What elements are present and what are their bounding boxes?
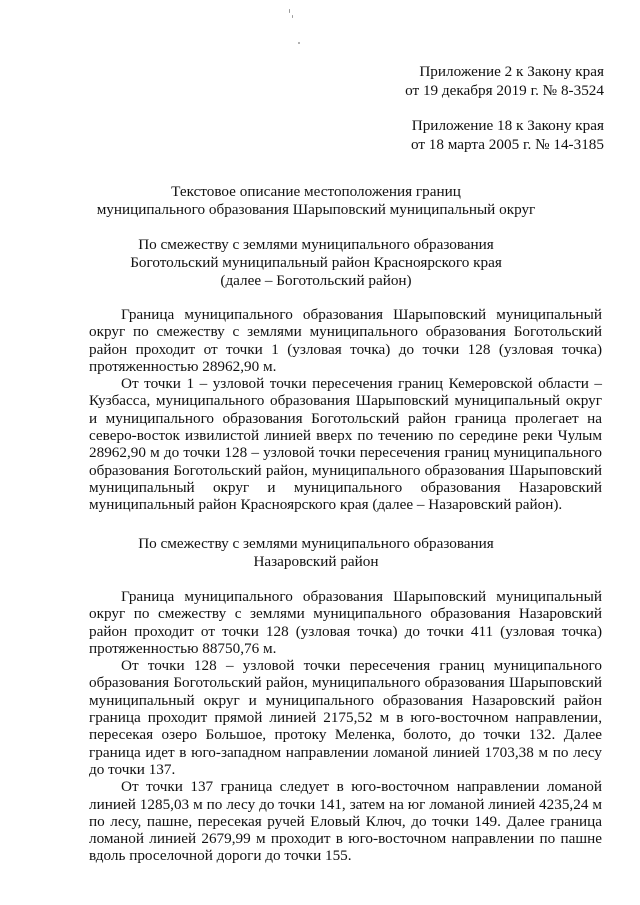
section-1-heading [96,236,536,290]
section-1-heading-line-3: (далее – Боготольский район) [220,272,412,289]
section-1-body [89,306,602,514]
appendix-note-2 [284,116,604,154]
scan-speck [289,9,290,13]
section-2-paragraph-2: От точки 128 – узловой точки пересечения границ муниципального образования Боготольский район, муниципального образования Шарыповский муниципальный округ и муниципального образования Назаровский район граница проходит прямой линией 2175,52 м в юго-восточном направлении, пересекая озеро Большое, протоку Меленка, болото, до точки 132. Далее граница идет в юго-западном направлении ломаной линией 1703,38 м по лесу до точки 137. [89,657,602,778]
section-2-heading-line-2: Назаровский район [253,553,379,570]
section-2-paragraph-1: Граница муниципального образования Шарыповский муниципальный округ по смежеству с землями муниципального образования Назаровский район проходит от точки 128 (узловая точка) до точки 411 (узловая точка) протяженностью 88750,76 м. [89,588,602,657]
document-title-line-1: Текстовое описание местоположения границ [171,183,461,200]
section-1-heading-line-2: Боготольский муниципальный район Красноярского края [130,254,502,271]
section-2-paragraph-3: От точки 137 граница следует в юго-восточном направлении ломаной линией 1285,03 м по лесу до точки 141, затем на юг ломаной линией 4235,24 м по лесу, пашне, пересекая ручей Еловый Ключ, до точки 149. Далее граница ломаной линией 2679,99 м проходит в юго-восточном направлении по пашне вдоль проселочной дороги до точки 155. [89,778,602,865]
scan-speck [298,42,300,44]
section-1-paragraph-1: Граница муниципального образования Шарыповский муниципальный округ по смежеству с землями муниципального образования Боготольский район проходит от точки 1 (узловая точка) до точки 128 (узловая точка) протяженностью 28962,90 м. [89,306,602,375]
appendix-note-2-line-1: Приложение 18 к Закону края [411,117,604,134]
section-1-heading-line-1: По смежеству с землями муниципального образования [138,236,494,253]
section-2-heading [96,535,536,571]
appendix-note-2-line-2: от 18 марта 2005 г. № 14-3185 [410,136,604,153]
scan-speck [292,15,293,18]
section-1-paragraph-2: От точки 1 – узловой точки пересечения границ Кемеровской области – Кузбасса, муниципального образования Шарыповский муниципальный округ и муниципального образования Боготольский район граница пролегает на северо-восток извилистой линией вверх по течению по середине реки Чулым 28962,90 м до точки 128 – узловой точки пересечения границ муниципального образования Боготольский район, муниципального образования Шарыповский муниципальный округ и муниципального образования Назаровский муниципальный район Красноярского края (далее – Назаровский район). [89,375,602,514]
appendix-note-1 [284,62,604,100]
section-2-heading-line-1: По смежеству с землями муниципального образования [138,535,494,552]
section-2-body [89,588,602,865]
appendix-note-1-line-2: от 19 декабря 2019 г. № 8-3524 [405,82,604,99]
document-title [96,183,536,219]
appendix-note-1-line-1: Приложение 2 к Закону края [419,63,604,80]
document-title-line-2: муниципального образования Шарыповский муниципальный округ [96,201,536,218]
